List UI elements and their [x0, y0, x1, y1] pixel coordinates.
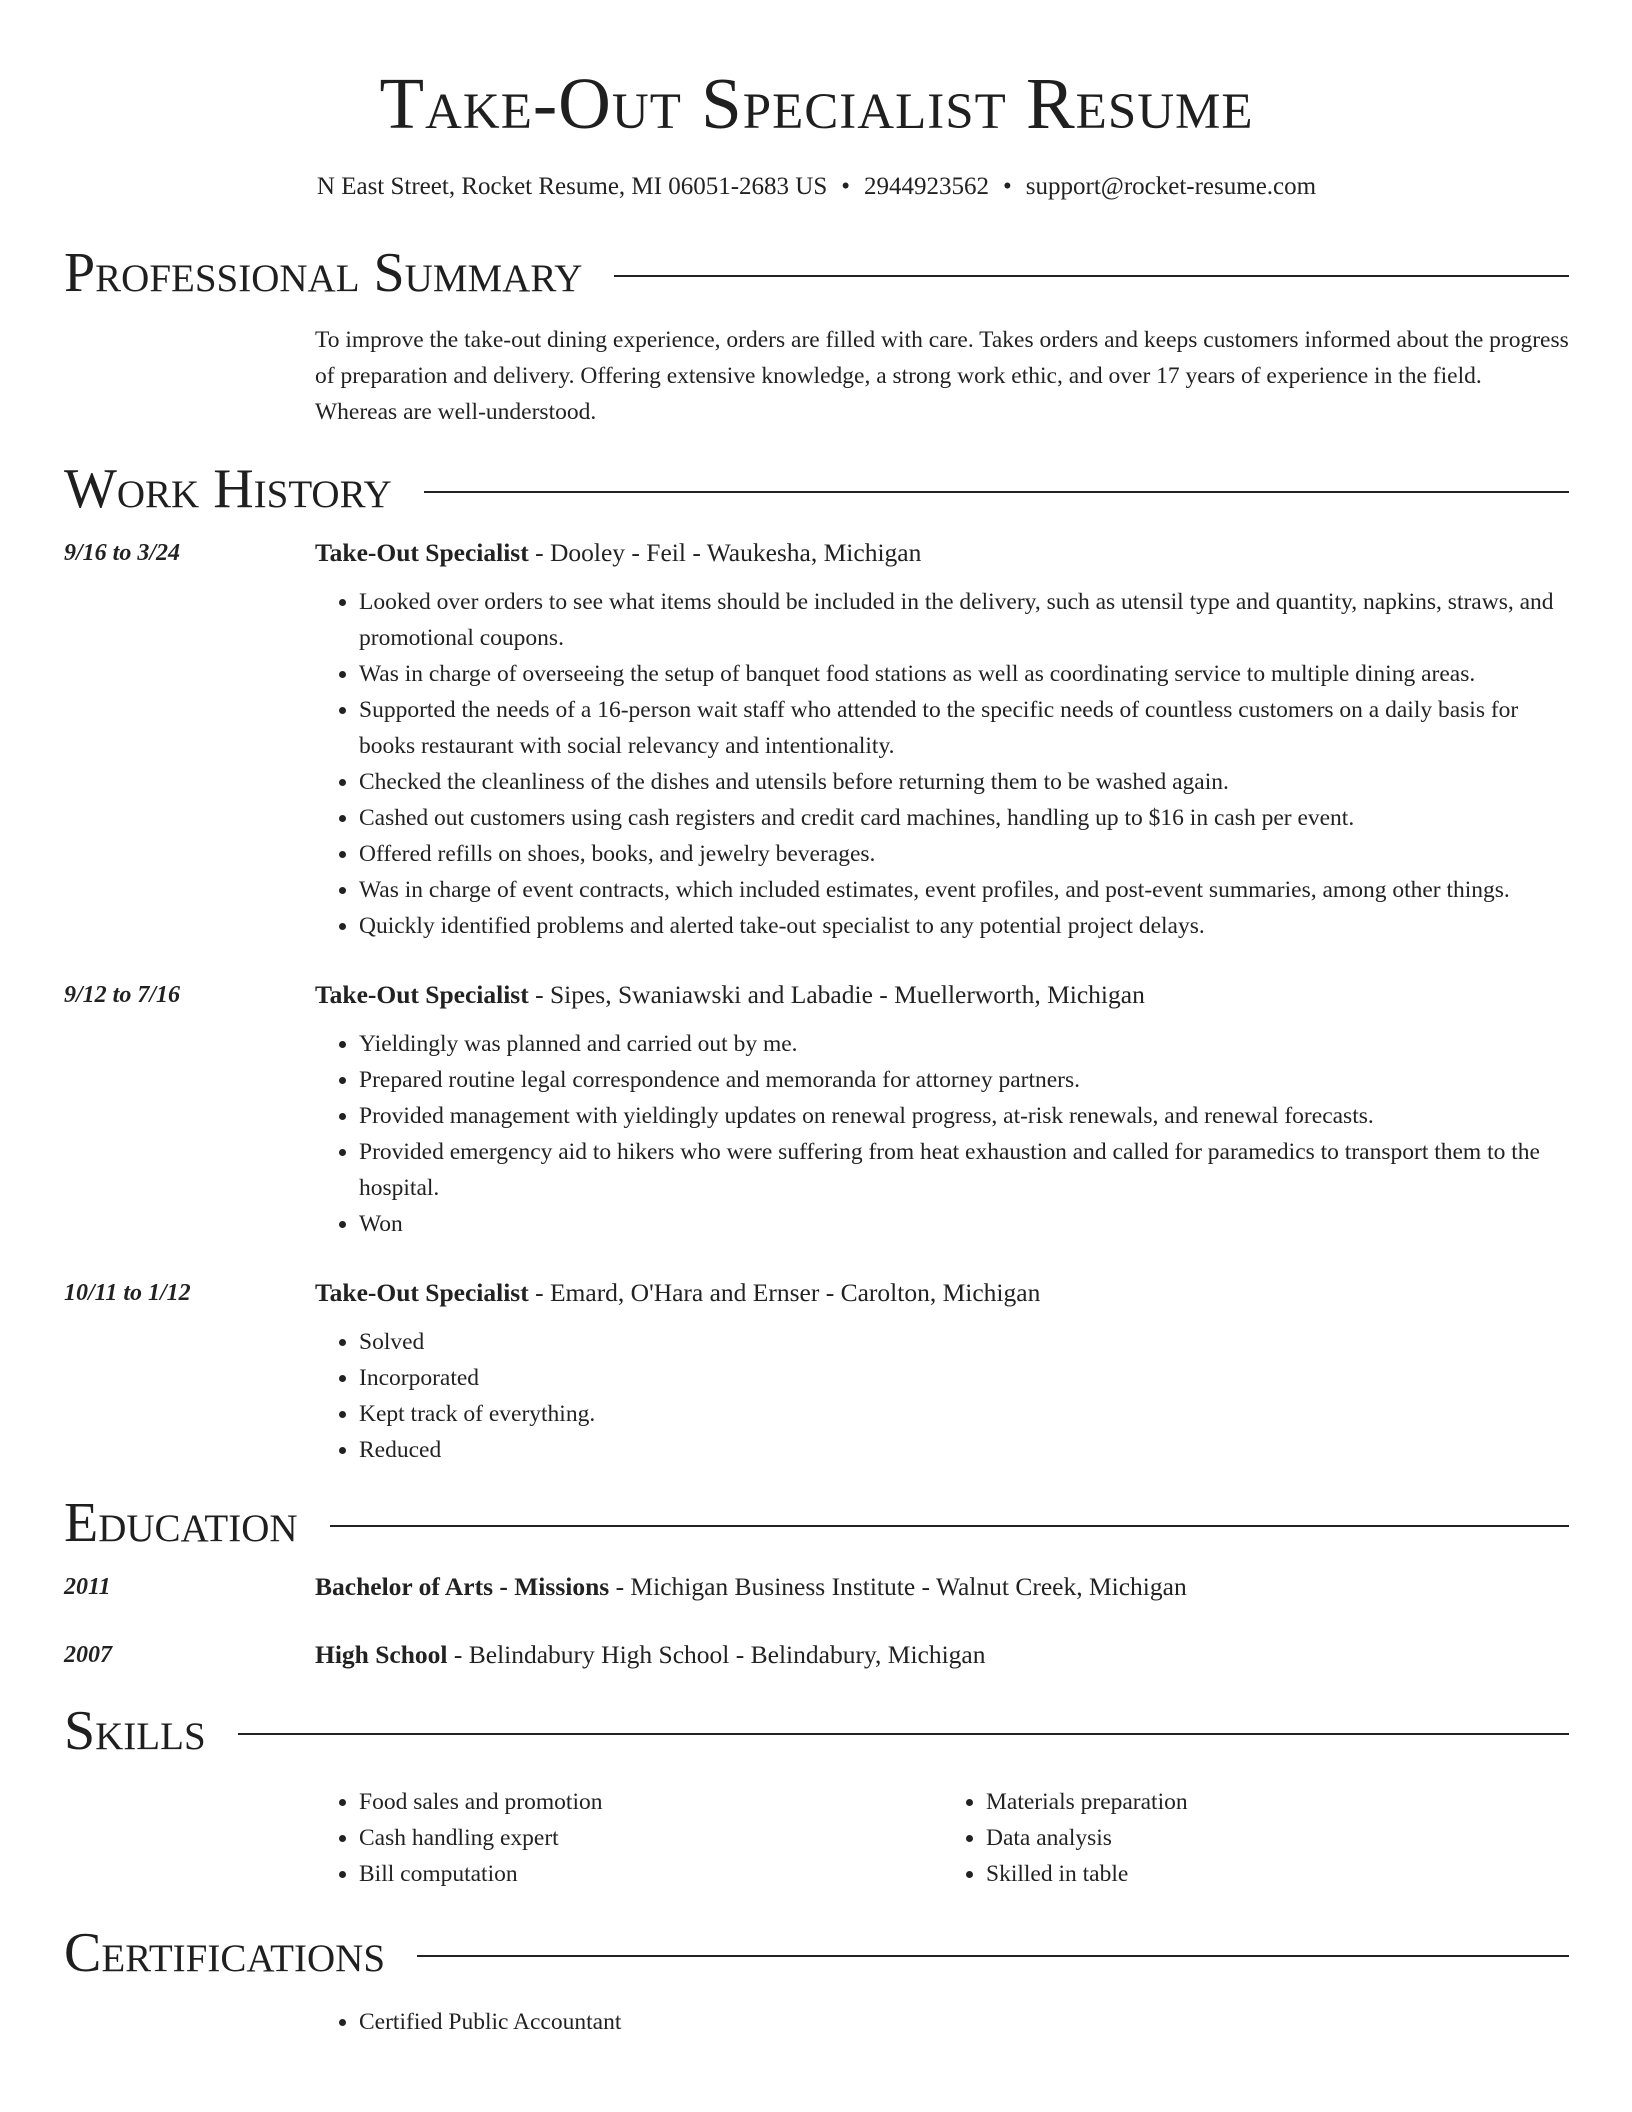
job-dates: 10/11 to 1/12	[64, 1280, 191, 1306]
skill-item: • Bill computation	[359, 1856, 942, 1892]
contact-address: N East Street, Rocket Resume, MI 06051-2683 US	[316, 173, 828, 200]
certification-item: • Certified Public Accountant	[359, 2004, 1569, 2040]
contact-line	[64, 170, 1569, 204]
job-bullet: • Solved	[359, 1324, 1569, 1360]
job-bullet: • Won	[359, 1206, 1569, 1242]
work-heading: Work History	[64, 458, 392, 520]
contact-separator: •	[841, 173, 851, 200]
job-bullet: • Cashed out customers using cash registers and credit card machines, handling up to $16 in cash per event.	[359, 800, 1569, 836]
skills-section-header	[64, 1698, 1569, 1764]
contact-phone: 2944923562	[864, 173, 990, 200]
certifications-section-header	[64, 1920, 1569, 1986]
work-section-header	[64, 456, 1569, 522]
certifications-list	[315, 2004, 1569, 2040]
job-bullet: • Provided emergency aid to hikers who were suffering from heat exhaustion and called for paramedics to transport them to the hospital.	[359, 1134, 1569, 1206]
education-details: - Belindabury High School - Belindabury, Michigan	[447, 1640, 986, 1669]
skill-item: • Skilled in table	[986, 1856, 1569, 1892]
job-title: Take-Out Specialist	[315, 538, 529, 567]
job-details: - Sipes, Swaniawski and Labadie - Muellerworth, Michigan	[528, 980, 1145, 1009]
job-content	[315, 978, 1569, 1242]
contact-email: support@rocket-resume.com	[1025, 173, 1317, 200]
skill-item: • Food sales and promotion	[359, 1784, 942, 1820]
job-bullet: • Kept track of everything.	[359, 1396, 1569, 1432]
summary-text: To improve the take-out dining experience, orders are filled with care. Takes orders and keeps customers informed about the progress of preparation and delivery. Offering extensive knowledge, a strong work ethic, and over 17 years of experience in the field. Whereas are well-understood.	[315, 327, 1569, 425]
skill-item: • Materials preparation	[986, 1784, 1569, 1820]
resume-page	[64, 0, 1569, 2040]
education-details: - Michigan Business Institute - Walnut Creek, Michigan	[609, 1572, 1187, 1601]
job-dates: 9/12 to 7/16	[64, 982, 181, 1008]
education-section-header	[64, 1490, 1569, 1556]
job-entry	[64, 1276, 1569, 1468]
education-heading: Education	[64, 1492, 298, 1554]
job-bullet: • Incorporated	[359, 1360, 1569, 1396]
section-divider	[614, 275, 1569, 277]
job-bullet: • Checked the cleanliness of the dishes and utensils before returning them to be washed again.	[359, 764, 1569, 800]
section-divider	[424, 491, 1569, 493]
job-headline	[315, 978, 1569, 1012]
job-entry	[64, 978, 1569, 1242]
summary-heading: Professional Summary	[64, 242, 583, 304]
education-degree: Bachelor of Arts - Missions	[315, 1572, 610, 1601]
job-details: - Dooley - Feil - Waukesha, Michigan	[528, 538, 922, 567]
job-entry	[64, 536, 1569, 944]
summary-section-header	[64, 240, 1569, 306]
job-bullets	[315, 1026, 1569, 1242]
section-divider	[330, 1525, 1569, 1527]
job-content	[315, 1276, 1569, 1468]
job-bullets	[315, 1324, 1569, 1468]
section-divider	[417, 1955, 1569, 1957]
certifications-bullets	[315, 2004, 1569, 2040]
job-bullet: • Offered refills on shoes, books, and jewelry beverages.	[359, 836, 1569, 872]
education-entry	[64, 1638, 1569, 1672]
job-bullet: • Reduced	[359, 1432, 1569, 1468]
job-bullet: • Prepared routine legal correspondence and memoranda for attorney partners.	[359, 1062, 1569, 1098]
job-content	[315, 536, 1569, 944]
job-bullet: • Was in charge of event contracts, which included estimates, event profiles, and post-event summaries, among other things.	[359, 872, 1569, 908]
education-headline	[315, 1570, 1569, 1604]
certifications-heading: Certifications	[64, 1922, 386, 1984]
job-details: - Emard, O'Hara and Ernser - Carolton, Michigan	[528, 1278, 1041, 1307]
job-bullet: • Supported the needs of a 16-person wait staff who attended to the specific needs of countless customers on a daily basis for books restaurant with social relevancy and intentionality.	[359, 692, 1569, 764]
job-bullet: • Looked over orders to see what items should be included in the delivery, such as utensil type and quantity, napkins, straws, and promotional coupons.	[359, 584, 1569, 656]
job-bullet: • Provided management with yieldingly updates on renewal progress, at-risk renewals, and renewal forecasts.	[359, 1098, 1569, 1134]
education-entry	[64, 1570, 1569, 1604]
skills-heading: Skills	[64, 1700, 206, 1762]
skill-item: • Cash handling expert	[359, 1820, 942, 1856]
job-dates: 9/16 to 3/24	[64, 540, 181, 566]
skills-column-right	[942, 1784, 1569, 1892]
job-bullet: • Yieldingly was planned and carried out by me.	[359, 1026, 1569, 1062]
skills-list	[315, 1784, 1569, 1892]
education-year: 2011	[64, 1574, 111, 1600]
education-degree: High School	[315, 1640, 448, 1669]
job-title: Take-Out Specialist	[315, 980, 529, 1009]
job-bullet: • Was in charge of overseeing the setup of banquet food stations as well as coordinating service to multiple dining areas.	[359, 656, 1569, 692]
job-title: Take-Out Specialist	[315, 1278, 529, 1307]
resume-title: Take-Out Specialist Resume	[379, 63, 1254, 144]
job-bullet: • Quickly identified problems and alerted take-out specialist to any potential project delays.	[359, 908, 1569, 944]
skill-item: • Data analysis	[986, 1820, 1569, 1856]
education-year: 2007	[64, 1642, 112, 1668]
job-bullets	[315, 584, 1569, 944]
education-headline	[315, 1638, 1569, 1672]
job-headline	[315, 1276, 1569, 1310]
section-divider	[238, 1733, 1569, 1735]
skills-column-left	[315, 1784, 942, 1892]
contact-separator: •	[1003, 173, 1012, 200]
job-headline	[315, 536, 1569, 570]
